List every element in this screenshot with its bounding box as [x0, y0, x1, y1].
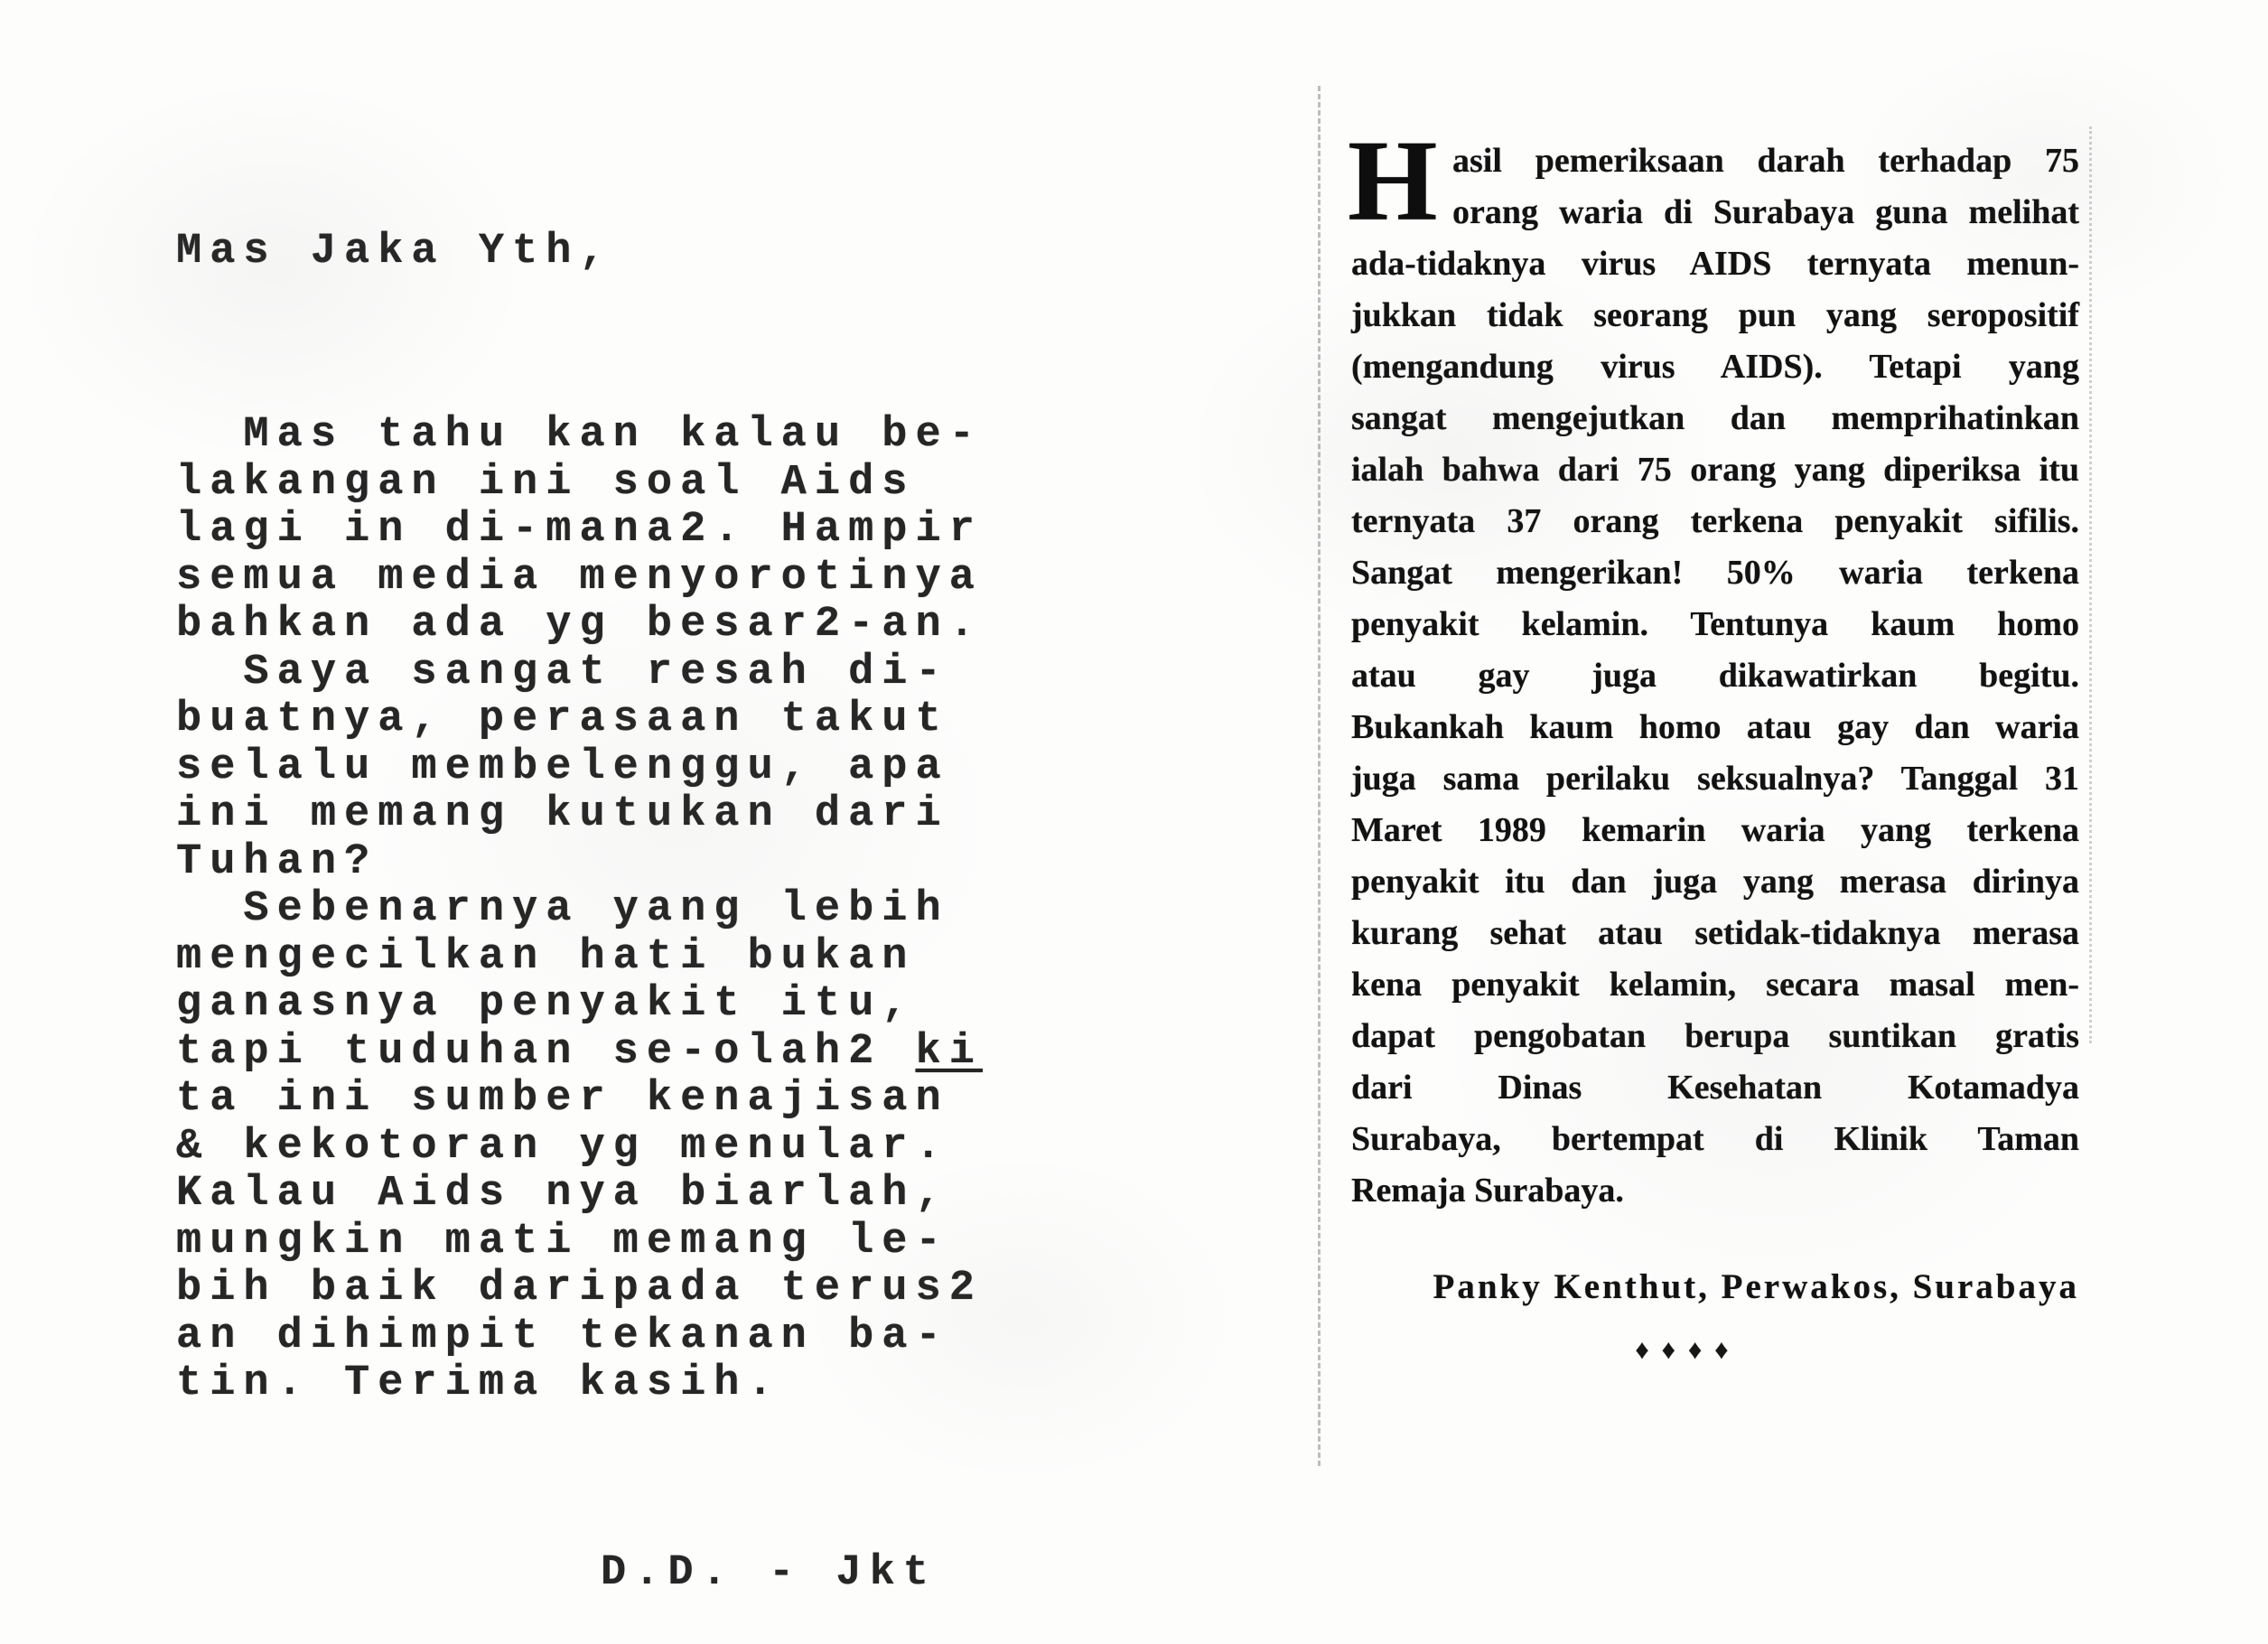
- reply-line: dari Dinas Kesehatan Kotamadya: [1351, 1069, 2079, 1107]
- reply-line: atau gay juga dikawatirkan begitu.: [1351, 657, 2079, 695]
- letter-line: an dihimpit tekanan ba-: [176, 1312, 949, 1360]
- reply-body: [1348, 117, 2079, 1217]
- line-text: tapi tuduhan se-olah2: [176, 1027, 916, 1076]
- letter-line: ini memang kutukan dari: [176, 790, 949, 838]
- reply-line: sangat mengejutkan dan memprihatinkan: [1351, 399, 2079, 437]
- typewritten-letter-column: [176, 134, 998, 1644]
- letter-line: mengecilkan hati bukan: [176, 932, 916, 981]
- letter-line: lagi in di-mana2. Hampir: [176, 506, 983, 554]
- underlined-text: ki: [915, 1027, 983, 1076]
- reply-line: juga sama perilaku seksualnya? Tanggal 31: [1351, 760, 2079, 798]
- drop-cap-letter: H: [1348, 117, 1438, 245]
- column-rule-right: [2089, 126, 2092, 1043]
- letter-signature: D.D. - Jkt: [600, 1548, 937, 1597]
- letter-line: buatnya, perasaan takut: [176, 696, 949, 743]
- letter-line: Mas tahu kan kalau be-: [176, 411, 983, 459]
- reply-line: ialah bahwa dari 75 orang yang diperiksa itu: [1351, 451, 2079, 489]
- reply-line: asil pemeriksaan darah terhadap 75: [1452, 142, 2079, 180]
- reply-line: penyakit itu dan juga yang merasa dirinya: [1351, 863, 2079, 901]
- letter-salutation: Mas Jaka Yth,: [176, 228, 613, 276]
- letter-line: Tuhan?: [176, 837, 378, 886]
- letter-line: mungkin mati memang le-: [176, 1217, 949, 1266]
- reply-line: Bukankah kaum homo atau gay dan waria: [1351, 708, 2079, 746]
- end-marks-icon: ♦♦♦♦: [1635, 1335, 1741, 1365]
- reply-line: ada-tidaknya virus AIDS ternyata menun-: [1351, 245, 2079, 283]
- reply-byline: Panky Kenthut, Perwakos, Surabaya: [1433, 1267, 2079, 1306]
- reply-line: Surabaya, bertempat di Klinik Taman: [1351, 1120, 2079, 1158]
- reply-line: Maret 1989 kemarin waria yang terkena: [1351, 811, 2079, 849]
- reply-line: ternyata 37 orang terkena penyakit sifilis.: [1351, 502, 2079, 540]
- letter-line: tin. Terima kasih.: [176, 1359, 781, 1407]
- reply-line: Sangat mengerikan! 50% waria terkena: [1351, 554, 2079, 592]
- reply-line: penyakit kelamin. Tentunya kaum homo: [1351, 605, 2079, 643]
- reply-line: (mengandung virus AIDS). Tetapi yang: [1351, 348, 2079, 386]
- reply-text: [1351, 135, 2079, 1217]
- letter-line: lakangan ini soal Aids: [176, 458, 916, 507]
- letter-line: Saya sangat resah di-: [176, 648, 949, 696]
- printed-reply-column: [1348, 117, 2079, 1368]
- letter-line: bahkan ada yg besar2-an.: [176, 601, 983, 649]
- letter-line: Kalau Aids nya biarlah,: [176, 1170, 949, 1218]
- letter-line: selalu membelenggu, apa: [176, 743, 949, 791]
- reply-line: dapat pengobatan berupa suntikan gratis: [1351, 1017, 2079, 1055]
- letter-line: ta ini sumber kenajisan: [176, 1075, 949, 1123]
- letter-line: semua media menyorotinya: [176, 553, 983, 602]
- letter-line: Sebenarnya yang lebih: [176, 885, 949, 933]
- letter-body: [176, 412, 998, 1408]
- reply-line: jukkan tidak seorang pun yang seropositif: [1351, 296, 2079, 334]
- letter-line: bih baik daripada terus2: [176, 1265, 983, 1312]
- letter-line: ganasnya penyakit itu,: [176, 980, 916, 1028]
- reply-line: Remaja Surabaya.: [1351, 1172, 1624, 1210]
- reply-line: orang waria di Surabaya guna melihat: [1452, 193, 2079, 231]
- reply-line: kena penyakit kelamin, secara masal men-: [1351, 966, 2079, 1004]
- column-rule-left: [1318, 86, 1321, 1466]
- letter-line: [176, 1029, 998, 1077]
- letter-line: & kekotoran yg menular.: [176, 1122, 949, 1171]
- reply-line: kurang sehat atau setidak-tidaknya merasa: [1351, 914, 2079, 952]
